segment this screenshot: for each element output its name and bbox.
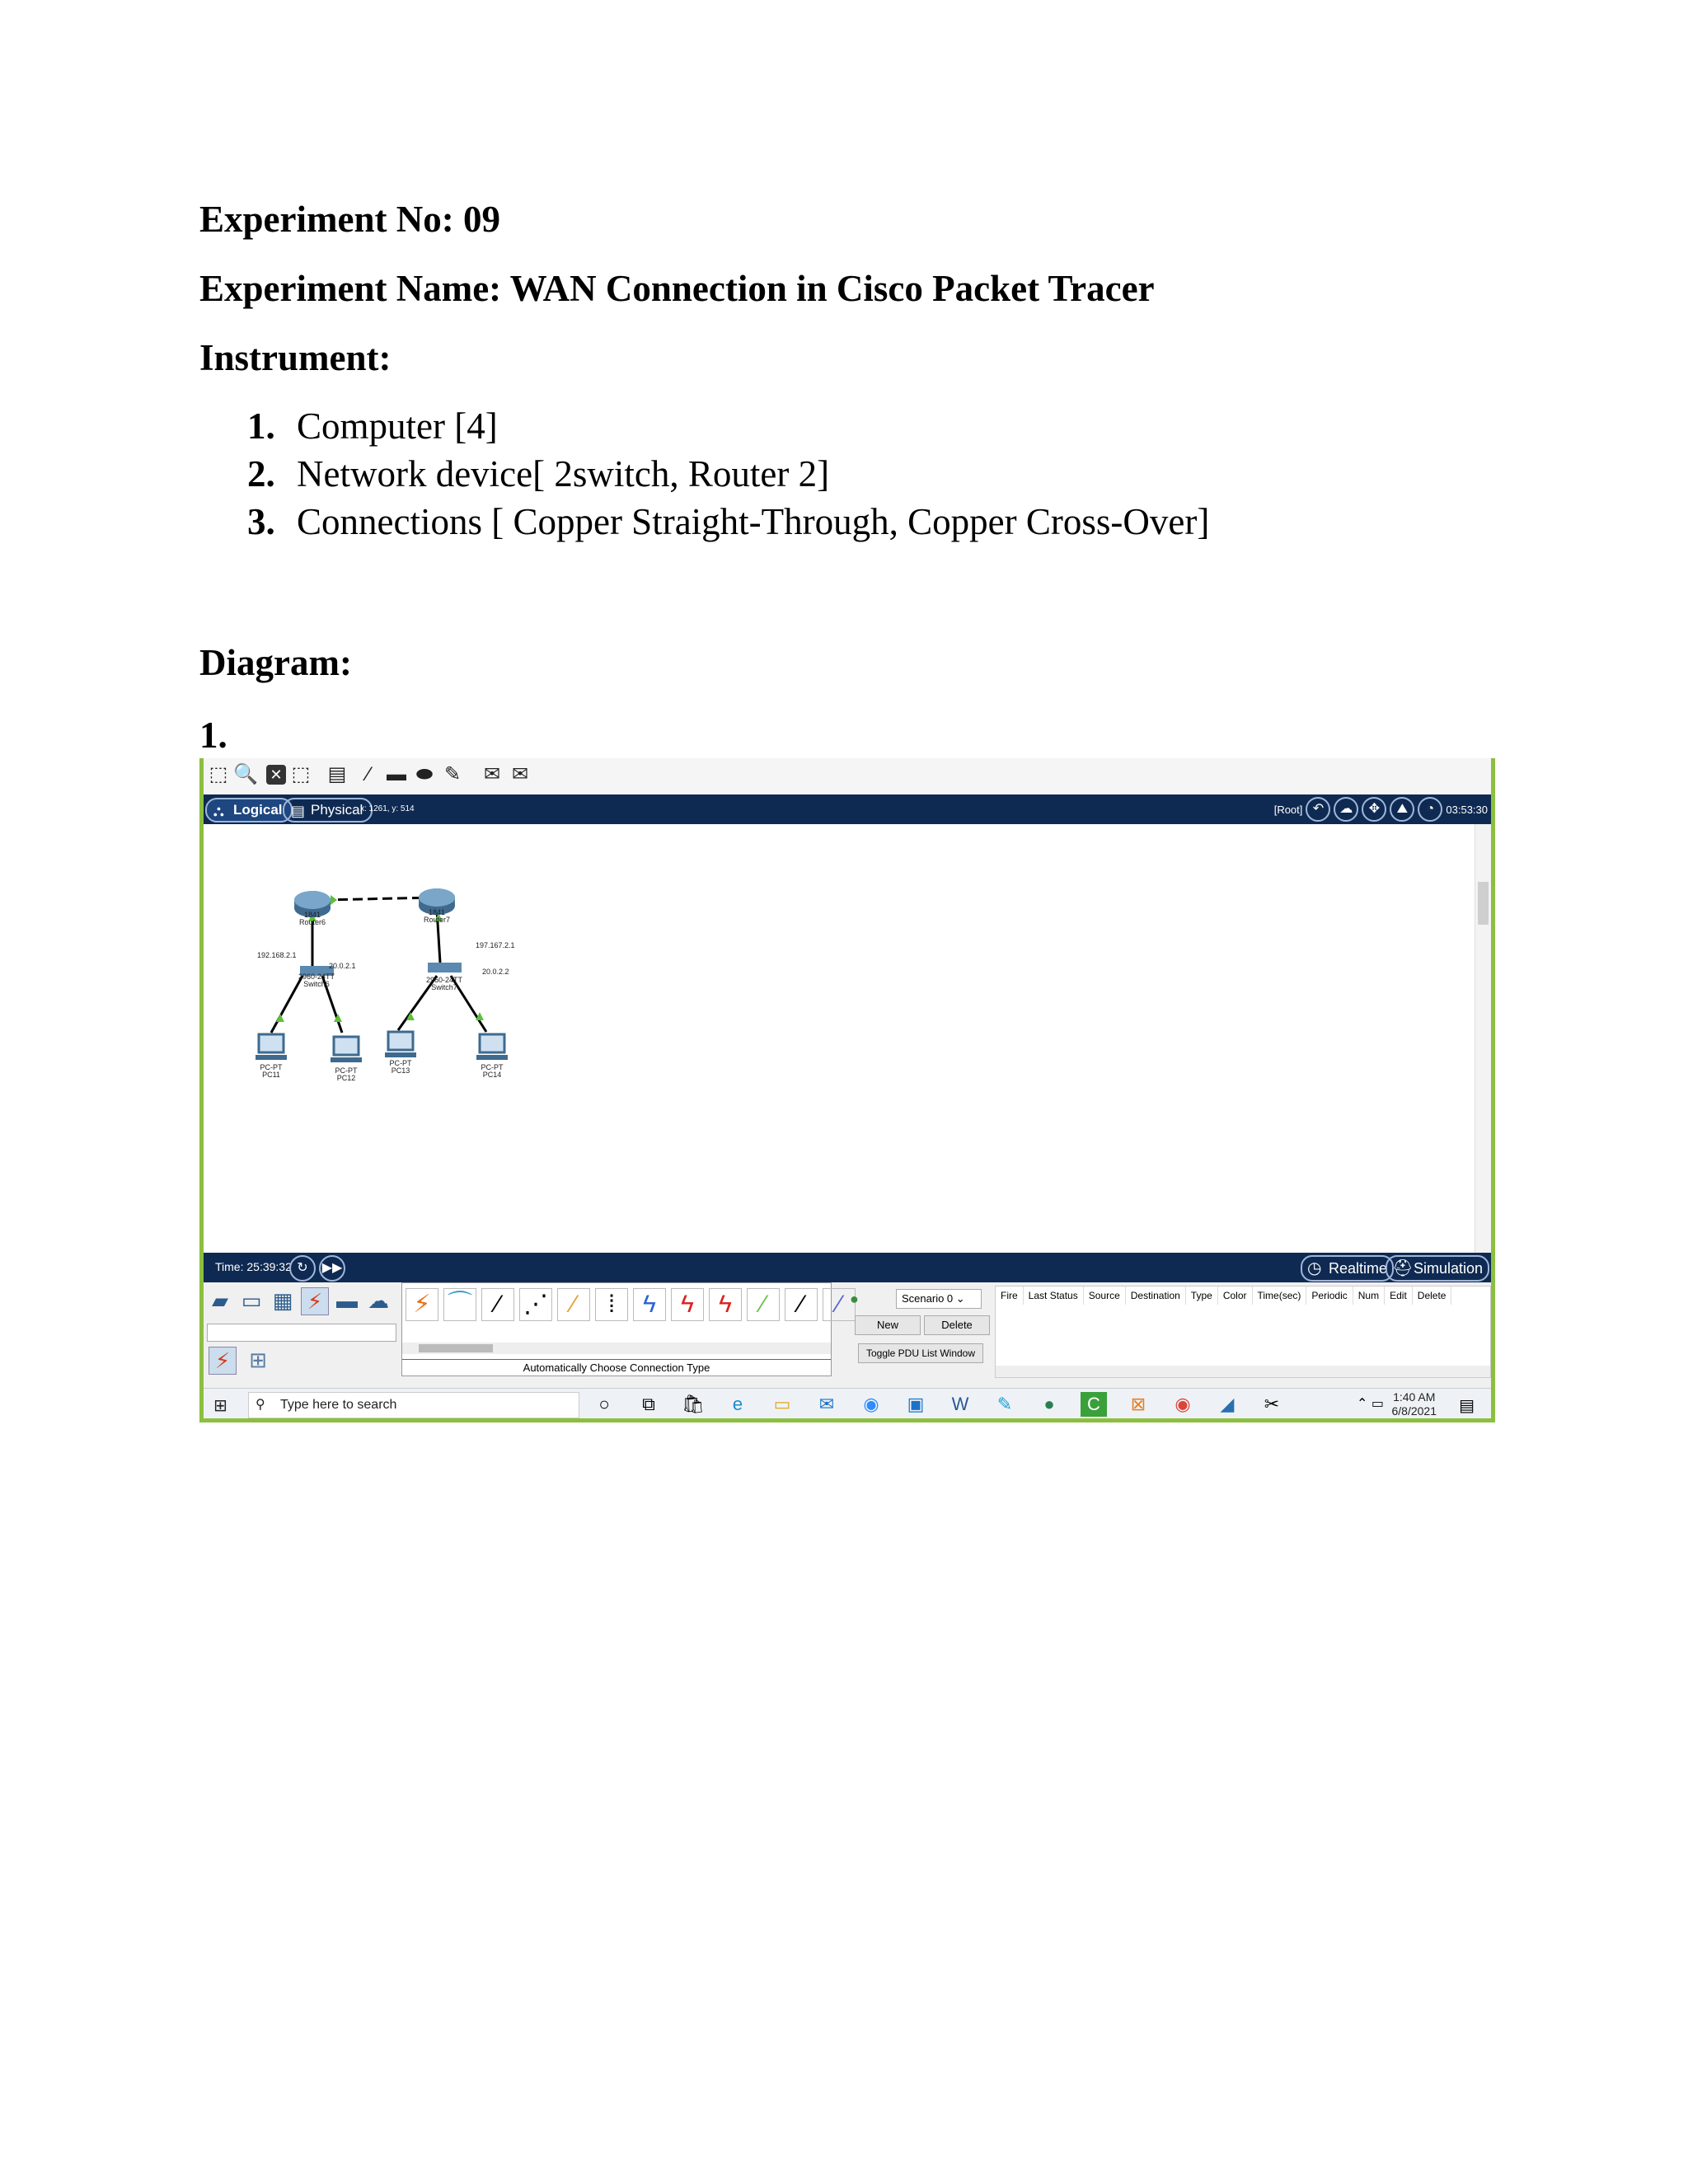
pc14-icon[interactable] bbox=[476, 1034, 508, 1060]
file-explorer-icon[interactable]: ▭ bbox=[773, 1394, 791, 1414]
connection-type-row bbox=[406, 1288, 856, 1321]
video-icon[interactable]: ▣ bbox=[907, 1394, 925, 1414]
workspace-bar bbox=[204, 794, 1491, 824]
iot-custom-icon[interactable]: ⁄ bbox=[785, 1288, 818, 1321]
rectangle-icon[interactable]: ▬ bbox=[387, 763, 406, 785]
packet-tracer-screenshot bbox=[199, 758, 1495, 1422]
taskbar-search[interactable] bbox=[248, 1392, 579, 1418]
device-panel bbox=[204, 1282, 1491, 1388]
windows-start-icon[interactable]: ⊞ bbox=[213, 1397, 227, 1415]
pdu-col-header[interactable]: Type bbox=[1186, 1286, 1218, 1305]
physical-icon: ▤ bbox=[291, 803, 306, 819]
taskbar-time: 1:40 AM bbox=[1393, 1390, 1436, 1404]
serial-dce-icon[interactable]: ϟ bbox=[671, 1288, 704, 1321]
delete-scenario-button[interactable]: Delete bbox=[924, 1315, 990, 1335]
experiment-number: Experiment No: 09 bbox=[199, 199, 500, 240]
instrument-heading: Instrument: bbox=[199, 337, 392, 378]
pc11-icon[interactable] bbox=[256, 1034, 287, 1060]
taskbar-date: 6/8/2021 bbox=[1391, 1404, 1437, 1418]
connection-scrollbar[interactable] bbox=[402, 1343, 831, 1354]
router7-name-label: Router7 bbox=[423, 916, 451, 924]
pc14-name-label: PC14 bbox=[482, 1071, 502, 1079]
pc11-name-label: PC11 bbox=[262, 1071, 280, 1079]
pdu-col-header[interactable]: Edit bbox=[1385, 1286, 1413, 1305]
usb-icon[interactable]: ⁄ bbox=[823, 1288, 856, 1321]
experiment-name: Experiment Name: WAN Connection in Cisco Packet Tracer bbox=[199, 268, 1155, 309]
new-scenario-button[interactable]: New bbox=[855, 1315, 921, 1335]
pdu-col-header[interactable]: Destination bbox=[1126, 1286, 1186, 1305]
pdu-col-header[interactable]: Fire bbox=[996, 1286, 1024, 1305]
scenario-select[interactable] bbox=[896, 1289, 982, 1309]
pdu-col-header[interactable]: Num bbox=[1353, 1286, 1385, 1305]
vertical-scrollbar[interactable] bbox=[1475, 824, 1491, 1302]
multiuser-icon[interactable]: ☁ bbox=[368, 1288, 389, 1313]
logical-tab[interactable] bbox=[205, 798, 293, 823]
router6-model-label: 1841 bbox=[303, 911, 321, 919]
pc11-model-label: PC-PT bbox=[260, 1063, 283, 1071]
note-icon[interactable]: ▤ bbox=[327, 763, 347, 785]
network-devices-icon[interactable]: ▰ bbox=[212, 1288, 228, 1313]
pdu-table-header bbox=[996, 1286, 1490, 1305]
diagram-heading: Diagram: bbox=[199, 642, 352, 683]
cross-over-icon[interactable]: ⋰ bbox=[519, 1288, 552, 1321]
resize-icon[interactable]: ⬚ bbox=[291, 763, 311, 785]
taskbar-apps bbox=[591, 1392, 1285, 1417]
search-placeholder: Type here to search bbox=[280, 1398, 397, 1412]
pdu-col-header[interactable]: Time(sec) bbox=[1253, 1286, 1307, 1305]
back-icon[interactable]: ↶ bbox=[1306, 797, 1330, 822]
connections-icon[interactable]: ⚡ bbox=[301, 1287, 329, 1315]
ellipse-icon[interactable]: ⬬ bbox=[415, 763, 434, 785]
chevron-down-icon: ⌄ bbox=[955, 1292, 965, 1305]
root-label: [Root] bbox=[1273, 803, 1303, 816]
pdu-col-header[interactable]: Color bbox=[1218, 1286, 1253, 1305]
scenario-icon: ● bbox=[850, 1291, 859, 1307]
physical-tab[interactable] bbox=[283, 798, 373, 823]
simple-pdu-icon[interactable]: ✉ bbox=[483, 763, 501, 785]
pen-icon[interactable]: ✎ bbox=[996, 1394, 1013, 1414]
instrument-item bbox=[247, 450, 1209, 498]
ip-label: 197.167.2.1 bbox=[476, 941, 515, 949]
nav-right-controls bbox=[1274, 798, 1488, 821]
connection-type-label: Automatically Choose Connection Type bbox=[402, 1359, 831, 1376]
pdu-col-header[interactable]: Periodic bbox=[1306, 1286, 1353, 1305]
simulation-label: Simulation bbox=[1413, 1260, 1483, 1277]
router6-name-label: Router6 bbox=[298, 918, 326, 926]
zoom-icon[interactable]: ◉ bbox=[863, 1394, 879, 1414]
coaxial-icon[interactable]: ϟ bbox=[633, 1288, 666, 1321]
snipping-icon[interactable]: ✂ bbox=[1264, 1394, 1280, 1414]
pc13-name-label: PC13 bbox=[391, 1066, 410, 1075]
instrument-num: 1. bbox=[247, 405, 275, 447]
scenario-panel bbox=[838, 1286, 987, 1376]
instrument-text: Network device[ 2switch, Router 2] bbox=[297, 453, 830, 494]
store-icon[interactable]: 🛍 bbox=[682, 1394, 705, 1414]
mail-icon[interactable]: ✉ bbox=[818, 1394, 835, 1414]
cursor-coords: x: 1261, y: 514 bbox=[360, 804, 415, 813]
pc12-name-label: PC12 bbox=[336, 1074, 356, 1082]
cortana-icon[interactable]: ○ bbox=[598, 1394, 610, 1414]
pc12-icon[interactable] bbox=[331, 1037, 362, 1062]
logical-icon: ⛬ bbox=[213, 803, 224, 819]
cluster-icon[interactable]: ☁ bbox=[1334, 797, 1358, 822]
task-view-icon[interactable]: ⧉ bbox=[642, 1394, 655, 1414]
ip-label: 20.0.2.2 bbox=[482, 968, 509, 976]
pdu-col-header[interactable]: Last Status bbox=[1024, 1286, 1084, 1305]
delete-icon[interactable]: ✕ bbox=[266, 765, 286, 785]
system-tray-icon[interactable]: ⌃ ▭ bbox=[1357, 1397, 1384, 1411]
clock-icon: ◔ bbox=[1418, 797, 1442, 822]
search-icon: ⚲ bbox=[256, 1398, 265, 1412]
top-clock: 03:53:30 bbox=[1446, 803, 1488, 816]
complex-pdu-icon[interactable]: ✉ bbox=[511, 763, 529, 785]
drawing-toolbar bbox=[204, 758, 1491, 794]
switch7-icon[interactable] bbox=[428, 963, 462, 972]
serial-dte-icon[interactable]: ϟ bbox=[709, 1288, 742, 1321]
switch6-model-label: 2960-24TT bbox=[298, 972, 335, 981]
realtime-mode[interactable] bbox=[1301, 1255, 1394, 1282]
ip-label: 192.168.2.1 bbox=[257, 951, 297, 959]
switch7-model-label: 2960-24TT bbox=[425, 976, 463, 984]
connection-types-panel bbox=[401, 1282, 842, 1376]
instrument-num: 2. bbox=[247, 453, 275, 494]
chrome-icon[interactable]: ◉ bbox=[1175, 1394, 1191, 1414]
pdu-col-header[interactable]: Delete bbox=[1413, 1286, 1452, 1305]
instrument-item bbox=[247, 402, 1209, 450]
stopwatch-icon: ◷ bbox=[1306, 1259, 1322, 1277]
pc13-model-label: PC-PT bbox=[389, 1059, 412, 1067]
octal-icon[interactable]: ⁄ bbox=[747, 1288, 780, 1321]
device-categories bbox=[207, 1287, 392, 1320]
time-bar bbox=[204, 1253, 1491, 1282]
vertical-scroll-thumb[interactable] bbox=[1478, 882, 1489, 925]
port-indicator bbox=[276, 1014, 284, 1022]
pc14-model-label: PC-PT bbox=[481, 1063, 504, 1071]
logical-workspace[interactable] bbox=[204, 824, 1479, 1302]
inspect-icon[interactable]: 🔍 bbox=[233, 763, 258, 785]
pc12-model-label: PC-PT bbox=[335, 1066, 358, 1075]
camtasia-icon[interactable]: C bbox=[1081, 1392, 1107, 1417]
notification-icon[interactable]: ▤ bbox=[1459, 1397, 1475, 1415]
instrument-text: Connections [ Copper Straight-Through, Copper Cross-Over] bbox=[297, 501, 1210, 542]
device-filter-field[interactable] bbox=[207, 1324, 396, 1342]
diagram-number: 1. bbox=[199, 715, 227, 756]
pdu-col-header[interactable]: Source bbox=[1084, 1286, 1126, 1305]
power-cycle-icon[interactable]: ↻ bbox=[289, 1255, 316, 1282]
scenario-select-value: Scenario 0 bbox=[902, 1292, 954, 1305]
xampp-icon[interactable]: ⊠ bbox=[1130, 1394, 1146, 1414]
port-indicator bbox=[331, 895, 337, 905]
end-devices-icon[interactable]: ▭ bbox=[241, 1288, 262, 1313]
switch6-pc11-link[interactable] bbox=[271, 976, 302, 1033]
move-icon[interactable]: ✥ bbox=[1362, 797, 1386, 822]
realtime-label: Realtime bbox=[1328, 1260, 1387, 1277]
sim-time: Time: 25:39:32 bbox=[215, 1260, 292, 1273]
pc13-icon[interactable] bbox=[385, 1032, 416, 1057]
console-cable-icon[interactable]: ⌒ bbox=[443, 1288, 476, 1321]
simulation-icon: ⛑ bbox=[1391, 1259, 1414, 1277]
ip-label: 20.0.2.1 bbox=[329, 962, 356, 970]
word-icon[interactable]: W bbox=[951, 1394, 969, 1414]
instrument-num: 3. bbox=[247, 501, 275, 542]
switch6-name-label: Switch6 bbox=[303, 980, 330, 988]
router7-model-label: 1841 bbox=[428, 908, 446, 916]
physical-tab-label: Physical bbox=[311, 802, 363, 818]
instrument-list bbox=[247, 402, 1209, 546]
logical-tab-label: Logical bbox=[233, 802, 283, 818]
pdu-scrollbar[interactable] bbox=[996, 1366, 1490, 1377]
phone-icon[interactable]: ⁞ bbox=[595, 1288, 628, 1321]
toggle-pdu-list-button[interactable]: Toggle PDU List Window bbox=[858, 1343, 983, 1363]
connection-type-icon[interactable]: ⚡ bbox=[209, 1347, 237, 1375]
instrument-item bbox=[247, 498, 1209, 546]
freeform-icon[interactable]: ✎ bbox=[443, 763, 462, 785]
switch7-name-label: Switch7 bbox=[431, 983, 457, 991]
simulation-mode[interactable] bbox=[1386, 1255, 1489, 1282]
components-icon[interactable]: ▦ bbox=[272, 1288, 293, 1313]
topology-diagram bbox=[204, 824, 1479, 1302]
auto-connection-icon[interactable]: ⚡ bbox=[406, 1288, 438, 1321]
line-icon[interactable]: ⁄ bbox=[366, 763, 370, 785]
connection-scroll-thumb[interactable] bbox=[419, 1344, 493, 1352]
misc-icon[interactable]: ▬ bbox=[336, 1288, 358, 1313]
pdu-list-table bbox=[995, 1286, 1491, 1378]
fast-forward-icon[interactable]: ▶▶ bbox=[319, 1255, 345, 1282]
fiber-icon[interactable]: ⁄ bbox=[557, 1288, 590, 1321]
straight-through-icon[interactable]: ⁄ bbox=[481, 1288, 514, 1321]
app-icon[interactable]: ● bbox=[1043, 1394, 1055, 1414]
select-icon[interactable]: ⬚ bbox=[209, 763, 228, 785]
grid-icon[interactable]: ⊞ bbox=[249, 1347, 267, 1372]
instrument-text: Computer [4] bbox=[297, 405, 498, 447]
windows-taskbar bbox=[204, 1388, 1491, 1420]
taskbar-clock[interactable] bbox=[1392, 1390, 1437, 1418]
background-icon[interactable]: ⛰ bbox=[1390, 797, 1414, 822]
edge-icon[interactable]: e bbox=[732, 1394, 743, 1414]
packet-tracer-icon[interactable]: ◢ bbox=[1220, 1394, 1235, 1414]
